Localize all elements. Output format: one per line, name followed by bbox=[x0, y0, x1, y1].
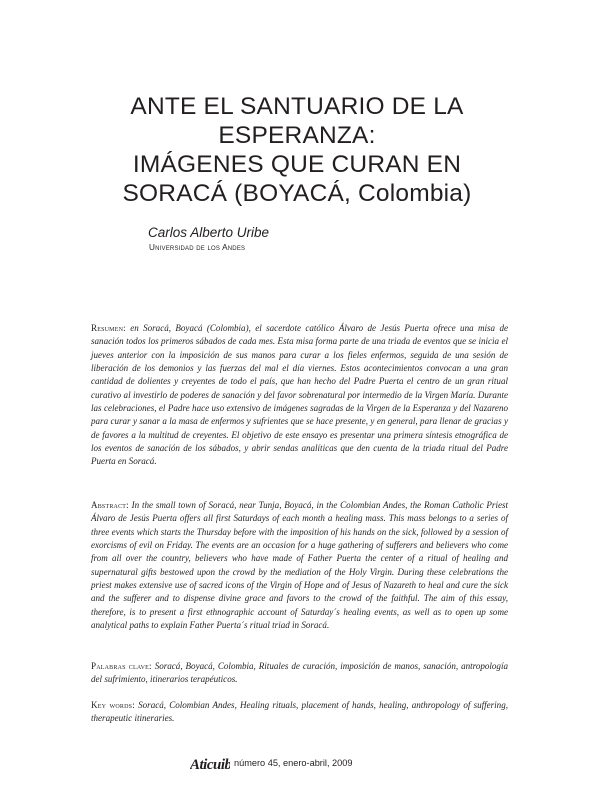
palabras-clave-paragraph bbox=[91, 660, 508, 687]
author-name: Carlos Alberto Uribe bbox=[148, 225, 270, 240]
title-line: ANTE EL SANTUARIO DE LA bbox=[130, 93, 464, 120]
keywords-paragraph bbox=[91, 699, 508, 726]
svg-text:Aticuib: Aticuib bbox=[190, 757, 230, 773]
article-title bbox=[0, 92, 594, 208]
title-line: IMÁGENES QUE CURAN EN bbox=[132, 151, 462, 178]
keywords-label: Key words: bbox=[91, 700, 135, 710]
journal-logo bbox=[190, 755, 230, 778]
resumen-label: Resumen: bbox=[91, 323, 126, 333]
resumen-paragraph bbox=[91, 322, 508, 469]
abstract-paragraph bbox=[91, 499, 508, 632]
page-footer bbox=[190, 753, 450, 775]
resumen-text: en Soracá, Boyacá (Colombia), el sacerdote católico Álvaro de Jesús Puerta ofrece una misa de sanación todos los primeros sábados de cada mes. Esta misa forma parte de una triada de eventos que se inicia el jueves anterior con la imposición de sus manos para curar a los fieles enfermos, seguida de una sesión de liberación de los demonios y las fuerzas del mal el día viernes. Estos acontecimientos convocan a una gran cantidad de dolientes y creyentes de todo el país, que han hecho del Padre Puerta el centro de un gran ritual curativo al investirlo de poderes de sanación y del favor sobrenatural por intermedio de la Virgen María. Durante las celebraciones, el Padre hace uso extensivo de imágenes sagradas de la Virgen de la Esperanza y del Nazareno para curar y sanar a la masa de enfermos y sufrientes que se hace presente, y en general, para llenar de gracias y de favores a la multitud de creyentes. El objetivo de este ensayo es presentar una primera síntesis etnográfica de los eventos de sanación de los sábados, y abrir sendas analíticas que den cuenta de la triada ritual del Padre Puerta en Soracá. bbox=[91, 323, 508, 467]
abstract-text: In the small town of Soracá, near Tunja, Boyacá, in the Colombian Andes, the Roman Catholic Priest Álvaro de Jesús Puerta offers all first Saturdays of each month a healing mass. This mass belongs to a series of three events which starts the Thursday before with the imposition of his hands on the sick, followed by a session of exorcisms of evil on Friday. The events are an occasion for a huge gathering of sufferers and believers who come from all over the country, believers who have made of Father Puerta the center of a ritual of healing and supernatural gifts bestowed upon the crowd by the mediation of the Holy Virgin. During these celebrations the priest makes extensive use of sacred icons of the Virgin of Hope and of Jesus of Nazareth to heal and cure the sick and the sufferer and to dispense divine grace and favors to the crowd of the faithful. The aim of this essay, therefore, is to present a first ethnographic account of Saturday´s healing events, as well as to open up some analytical paths to explain Father Puerta´s ritual triad in Soracá. bbox=[91, 500, 509, 631]
abstract-label: Abstract: bbox=[91, 500, 129, 510]
palabras-clave-text: Soracá, Boyacá, Colombia, Rituales de curación, imposición de manos, sanación, antropología del sufrimiento, itinerarios terapéuticos. bbox=[91, 661, 508, 685]
keywords-text: Soracá, Colombian Andes, Healing rituals, placement of hands, healing, anthropology of suffering, therapeutic itineraries. bbox=[91, 700, 508, 724]
title-line: SORACÁ (BOYACÁ, Colombia) bbox=[122, 180, 472, 207]
journal-logo-mark bbox=[190, 755, 230, 773]
title-line: ESPERANZA: bbox=[218, 122, 376, 149]
author-affiliation: Universidad de los Andes bbox=[149, 243, 246, 252]
palabras-clave-label: Palabras clave: bbox=[91, 661, 152, 671]
issue-info: número 45, enero-abril, 2009 bbox=[234, 758, 353, 768]
